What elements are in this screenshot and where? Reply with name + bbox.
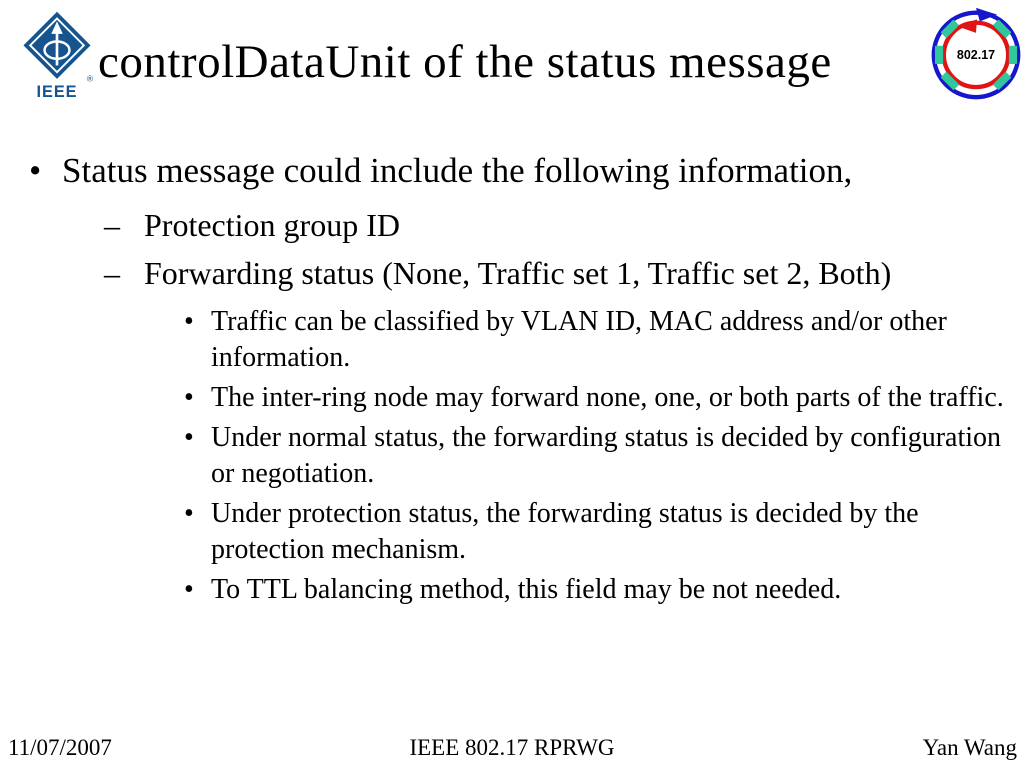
bullet-text: Protection group ID: [144, 207, 400, 243]
ieee-registered-mark: ®: [86, 73, 94, 84]
bullet-item: [0, 380, 1008, 416]
bullet-text: Forwarding status (None, Traffic set 1, Traffic set 2, Both): [144, 255, 892, 291]
footer-author: Yan Wang: [922, 735, 1017, 760]
ring-node-left: [935, 46, 943, 64]
ring-node-right: [1009, 46, 1017, 64]
bullet-marker: –: [104, 207, 120, 243]
bullet-item: [0, 496, 1008, 568]
bullet-marker: •: [184, 306, 194, 337]
bullet-text: Under protection status, the forwarding status is decided by the protection mechanism.: [211, 498, 919, 565]
bullet-list: [0, 152, 1024, 612]
ieee-logo: [18, 7, 96, 99]
bullet-marker: •: [184, 382, 194, 413]
bullet-text: Traffic can be classified by VLAN ID, MAC address and/or other information.: [211, 306, 947, 373]
footer-date: 11/07/2007: [8, 735, 112, 760]
bullet-marker: •: [184, 498, 194, 529]
slide-footer: [0, 735, 1024, 765]
bullet-item: [0, 152, 1016, 190]
bullet-item: [0, 256, 1016, 290]
ieee-wordmark: IEEE: [36, 83, 78, 99]
ring-logo-label: 802.17: [956, 47, 996, 62]
bullet-marker: •: [184, 574, 194, 605]
bullet-text: Status message could include the following information,: [62, 151, 853, 190]
bullet-item: [0, 572, 1008, 608]
bullet-item: [0, 420, 1008, 492]
ieee-diamond-icon: [18, 7, 96, 99]
ring-80217-icon: [928, 3, 1024, 103]
ring-blue-arrowhead: [976, 8, 997, 21]
bullet-marker: •: [29, 151, 42, 190]
bullet-text: Under normal status, the forwarding status is decided by configuration or negotiation.: [211, 422, 1002, 489]
bullet-item: [0, 208, 1016, 242]
bullet-text: To TTL balancing method, this field may be not needed.: [211, 574, 842, 605]
ring-80217-logo: [928, 3, 1024, 103]
footer-working-group: IEEE 802.17 RPRWG: [409, 735, 615, 760]
page-title: controlDataUnit of the status message: [98, 36, 832, 88]
ring-red-arrowhead: [957, 19, 977, 32]
bullet-marker: •: [184, 422, 194, 453]
bullet-text: The inter-ring node may forward none, one, or both parts of the traffic.: [211, 382, 1004, 413]
bullet-marker: –: [104, 255, 120, 291]
bullet-item: [0, 304, 1008, 376]
